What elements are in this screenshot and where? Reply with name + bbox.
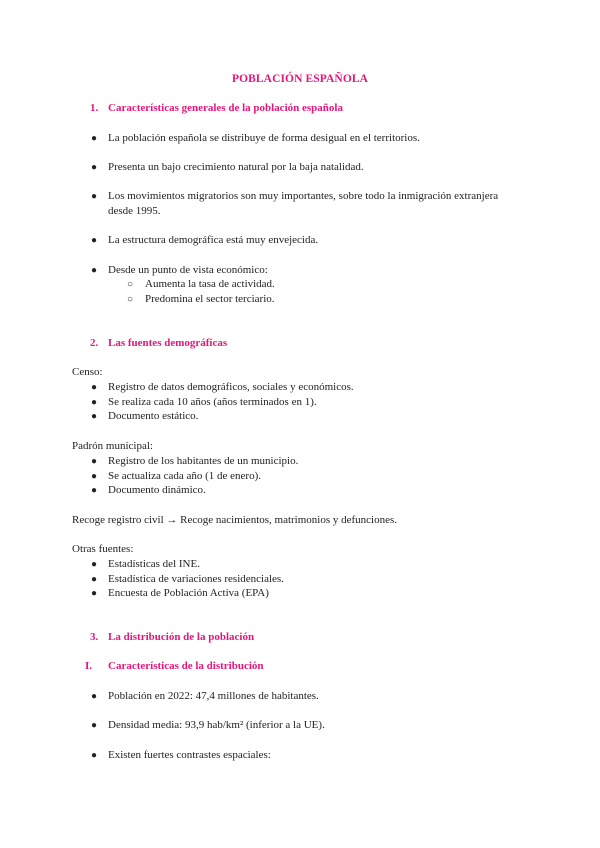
bullet-icon: ● [91,235,98,246]
list-item: Presenta un bajo crecimiento natural por la baja natalidad. [108,161,364,173]
bullet-icon: ● [91,382,98,393]
list-item: Documento dinámico. [108,484,206,496]
bullet-icon: ● [91,574,98,585]
list-item: Documento estático. [108,410,199,422]
list-item: Estadística de variaciones residenciales. [108,573,284,585]
list-item: La población española se distribuye de forma desigual en el territorios. [108,132,420,144]
subsection-1-heading: Características de la distribución [108,660,264,672]
section-2-heading: Las fuentes demográficas [108,337,228,349]
bullet-icon: ● [91,411,98,422]
bullet-icon: ● [91,750,98,761]
sub-list-item: Predomina el sector terciario. [145,293,275,305]
bullet-icon: ● [91,191,98,202]
registro-civil-line [72,513,397,528]
bullet-icon: ● [91,720,98,731]
list-item: Densidad media: 93,9 hab/km² (inferior a la UE). [108,719,325,731]
list-item: Se actualiza cada año (1 de enero). [108,470,261,482]
sub-list-item: Aumenta la tasa de actividad. [145,278,275,290]
bullet-icon: ● [91,471,98,482]
list-item: Estadísticas del INE. [108,558,200,570]
bullet-icon: ● [91,162,98,173]
section-2-number: 2. [90,337,99,349]
list-item: Población en 2022: 47,4 millones de habitantes. [108,690,319,702]
list-item: Desde un punto de vista económico: [108,264,268,276]
bullet-icon: ● [91,559,98,570]
bullet-icon: ● [91,133,98,144]
section-3-heading: La distribución de la población [108,631,255,643]
list-item: Los movimientos migratorios son muy importantes, sobre todo la inmigración extranjera desde 1995. [108,190,499,217]
registro-left: Recoge registro civil [72,514,164,526]
section-3-number: 3. [90,631,99,643]
sub-bullet-icon: ○ [127,279,134,290]
registro-right: Recoge nacimientos, matrimonios y defunciones. [180,514,398,526]
list-item: Existen fuertes contrastes espaciales: [108,749,271,761]
arrow-right-icon: → [166,514,178,526]
list-item: La estructura demográfica está muy envejecida. [108,234,319,246]
section-1-heading: Características generales de la población española [108,102,343,114]
page-title: POBLACIÓN ESPAÑOLA [231,73,369,85]
bullet-icon: ● [91,397,98,408]
padron-label: Padrón municipal: [72,440,153,452]
section-1-number: 1. [90,102,99,114]
subsection-1-number: I. [85,660,93,672]
bullet-icon: ● [91,265,98,276]
bullet-icon: ● [91,485,98,496]
list-item: Registro de los habitantes de un municipio. [108,455,299,467]
bullet-icon: ● [91,588,98,599]
list-item: Se realiza cada 10 años (años terminados en 1). [108,396,317,408]
list-item: Registro de datos demográficos, sociales y económicos. [108,381,354,393]
censo-label: Censo: [72,366,103,378]
sub-bullet-icon: ○ [127,294,134,305]
bullet-icon: ● [91,456,98,467]
otras-fuentes-label: Otras fuentes: [72,543,134,555]
list-item: Encuesta de Población Activa (EPA) [108,587,269,599]
bullet-icon: ● [91,691,98,702]
